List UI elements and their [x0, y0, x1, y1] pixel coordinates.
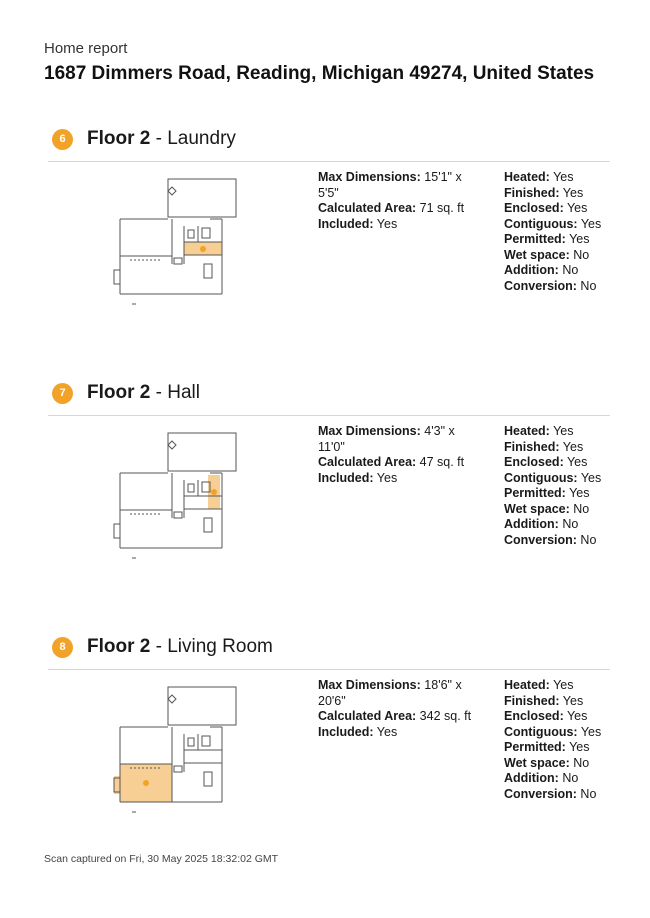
room-measurements: Max Dimensions: 15'1" x 5'5" Calculated Area: 71 sq. ft Included: Yes [318, 170, 465, 231]
report-subtitle: Home report [44, 40, 128, 57]
floor-plan [110, 164, 250, 314]
room-title: Floor 2 - Laundry [87, 128, 236, 149]
scan-timestamp: Scan captured on Fri, 30 May 2025 18:32:02 GMT [44, 853, 279, 865]
floor-plan-drawing [110, 672, 250, 822]
floor-plan-drawing [110, 418, 250, 568]
room-section-laundry [0, 126, 650, 376]
room-number-badge: 6 [52, 129, 73, 150]
room-attributes: Heated: Yes Finished: Yes Enclosed: Yes Contiguous: Yes Permitted: Yes Wet space: No Addition: No Conversion: No [504, 170, 602, 293]
room-attributes: Heated: Yes Finished: Yes Enclosed: Yes Contiguous: Yes Permitted: Yes Wet space: No Addition: No Conversion: No [504, 424, 602, 547]
room-measurements: Max Dimensions: 4'3" x 11'0" Calculated Area: 47 sq. ft Included: Yes [318, 424, 465, 485]
section-divider [48, 415, 610, 416]
floor-plan [110, 672, 250, 822]
room-number-badge: 8 [52, 637, 73, 658]
room-title: Floor 2 - Living Room [87, 636, 273, 657]
section-divider [48, 161, 610, 162]
property-address: 1687 Dimmers Road, Reading, Michigan 49274, United States [44, 63, 595, 84]
room-marker [200, 246, 206, 252]
room-section-hall [0, 380, 650, 630]
room-marker [143, 780, 149, 786]
floor-plan [110, 418, 250, 568]
room-title: Floor 2 - Hall [87, 382, 200, 403]
room-marker [211, 489, 217, 495]
room-attributes: Heated: Yes Finished: Yes Enclosed: Yes Contiguous: Yes Permitted: Yes Wet space: No Addition: No Conversion: No [504, 678, 602, 801]
room-number-badge: 7 [52, 383, 73, 404]
floor-plan-drawing [110, 164, 250, 314]
room-section-living-room [0, 634, 650, 884]
section-divider [48, 669, 610, 670]
room-measurements: Max Dimensions: 18'6" x 20'6" Calculated Area: 342 sq. ft Included: Yes [318, 678, 472, 739]
